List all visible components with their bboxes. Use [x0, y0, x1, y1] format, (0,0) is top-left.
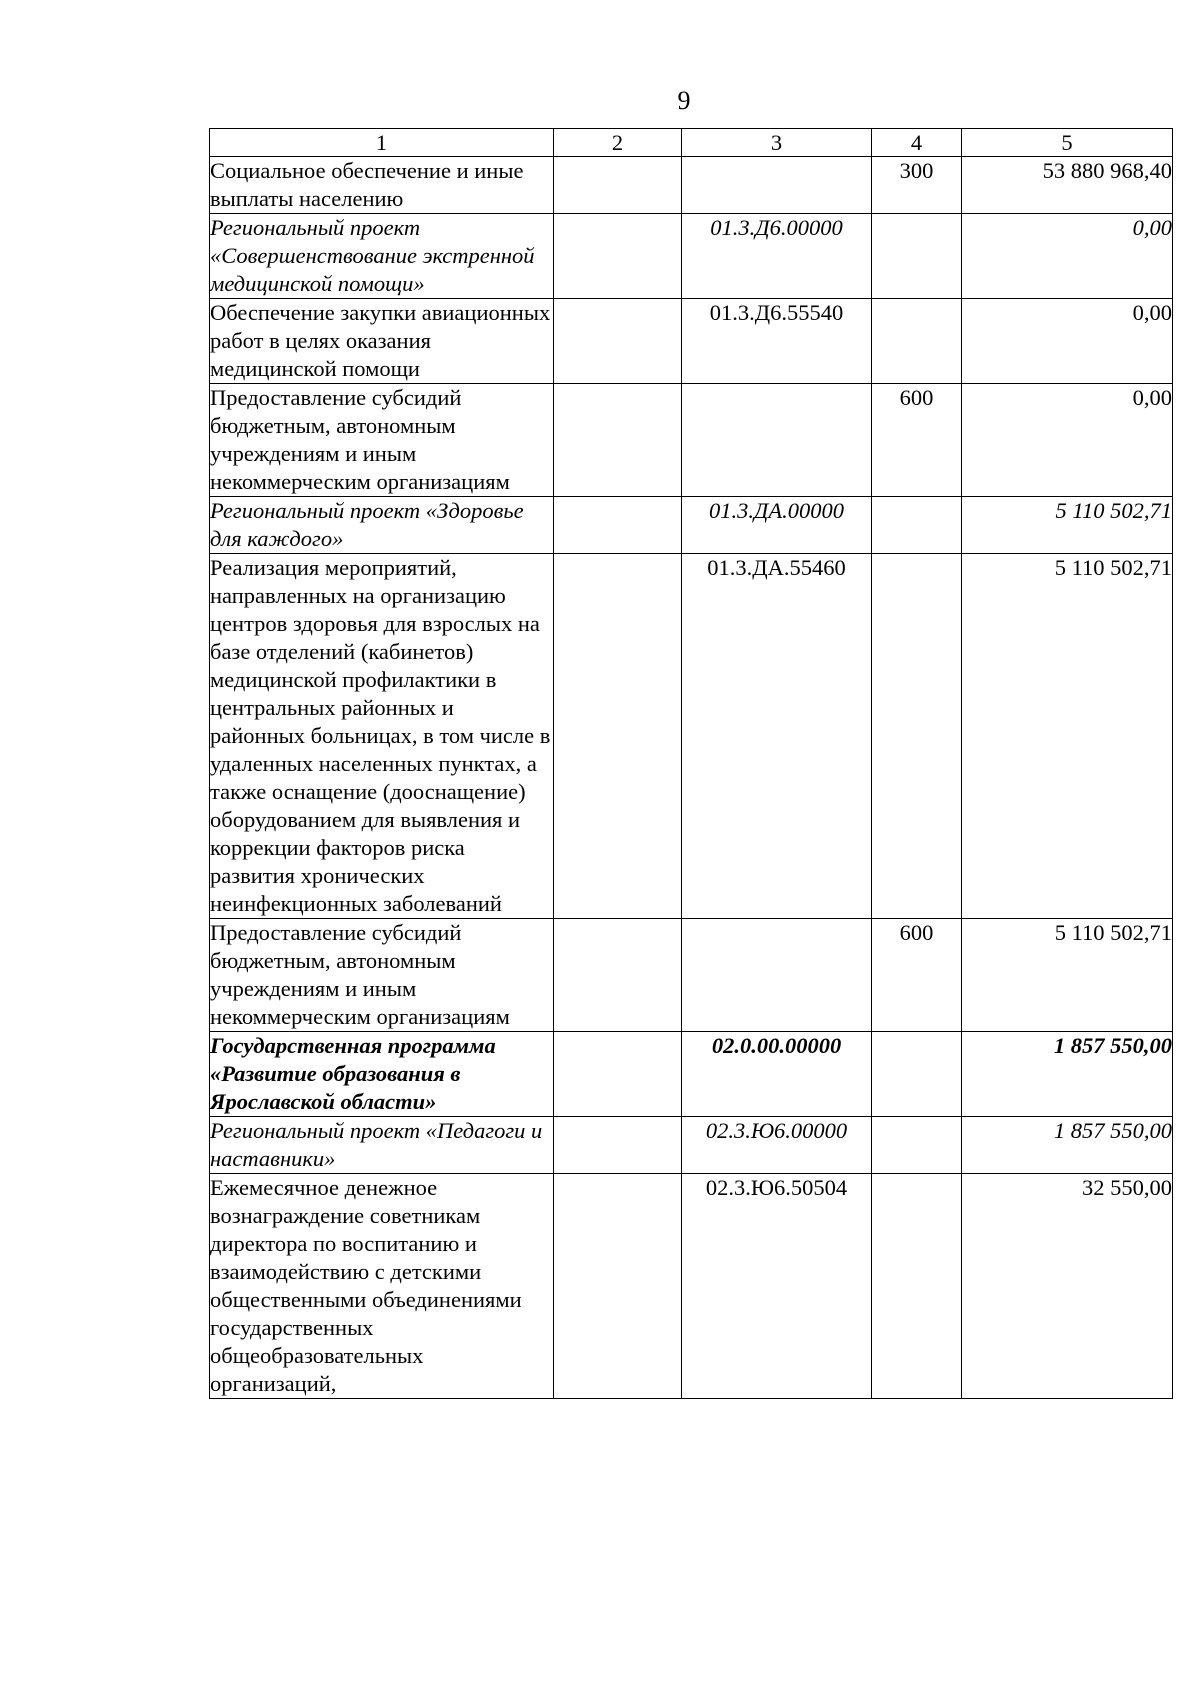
row-col2	[554, 1117, 682, 1174]
table-row	[210, 214, 1173, 299]
row-code: 01.3.ДА.55460	[682, 554, 872, 919]
row-csr	[872, 1174, 962, 1399]
row-sum: 5 110 502,71	[962, 554, 1173, 919]
row-name: Региональный проект «Здоровье для каждого»	[210, 497, 554, 554]
row-csr: 600	[872, 919, 962, 1032]
row-name: Государственная программа «Развитие образования в Ярославской области»	[210, 1032, 554, 1117]
row-col2	[554, 157, 682, 214]
table-row	[210, 554, 1173, 919]
header-cell: 1	[210, 129, 554, 157]
table-header-row	[210, 129, 1173, 157]
table-row	[210, 1174, 1173, 1399]
row-csr	[872, 299, 962, 384]
table-row	[210, 157, 1173, 214]
row-name: Предоставление субсидий бюджетным, автономным учреждениям и иным некоммерческим организациям	[210, 384, 554, 497]
row-col2	[554, 919, 682, 1032]
row-csr	[872, 497, 962, 554]
row-name: Реализация мероприятий, направленных на организацию центров здоровья для взрослых на базе отделений (кабинетов) медицинской профилактики в центральных районных и районных больницах, в том числе в удаленных населенных пунктах, а также оснащение (дооснащение) оборудованием для выявления и коррекции факторов риска развития хронических неинфекционных заболеваний	[210, 554, 554, 919]
row-col2	[554, 554, 682, 919]
row-col2	[554, 384, 682, 497]
row-sum: 0,00	[962, 299, 1173, 384]
table-row	[210, 919, 1173, 1032]
row-name: Региональный проект «Совершенствование экстренной медицинской помощи»	[210, 214, 554, 299]
row-code	[682, 157, 872, 214]
row-code	[682, 384, 872, 497]
row-sum: 1 857 550,00	[962, 1032, 1173, 1117]
row-csr	[872, 214, 962, 299]
row-code: 01.3.Д6.55540	[682, 299, 872, 384]
row-code: 01.3.Д6.00000	[682, 214, 872, 299]
row-code: 02.3.Ю6.50504	[682, 1174, 872, 1399]
header-cell: 4	[872, 129, 962, 157]
table-row	[210, 497, 1173, 554]
row-name: Социальное обеспечение и иные выплаты населению	[210, 157, 554, 214]
row-col2	[554, 299, 682, 384]
header-cell: 3	[682, 129, 872, 157]
row-sum: 53 880 968,40	[962, 157, 1173, 214]
page-number: 9	[677, 86, 691, 115]
table-row	[210, 1117, 1173, 1174]
row-sum: 5 110 502,71	[962, 497, 1173, 554]
row-col2	[554, 1032, 682, 1117]
row-csr	[872, 1117, 962, 1174]
row-csr	[872, 554, 962, 919]
row-name: Предоставление субсидий бюджетным, автономным учреждениям и иным некоммерческим организациям	[210, 919, 554, 1032]
row-code: 02.3.Ю6.00000	[682, 1117, 872, 1174]
row-sum: 32 550,00	[962, 1174, 1173, 1399]
header-cell: 5	[962, 129, 1173, 157]
row-name: Региональный проект «Педагоги и наставники»	[210, 1117, 554, 1174]
row-col2	[554, 497, 682, 554]
row-csr: 600	[872, 384, 962, 497]
row-col2	[554, 1174, 682, 1399]
table-row	[210, 1032, 1173, 1117]
row-code	[682, 919, 872, 1032]
row-code: 02.0.00.00000	[682, 1032, 872, 1117]
budget-table	[209, 128, 1173, 1399]
header-cell: 2	[554, 129, 682, 157]
row-csr: 300	[872, 157, 962, 214]
row-name: Ежемесячное денежное вознаграждение советникам директора по воспитанию и взаимодействию с детскими общественными объединениями государственных общеобразовательных организаций,	[210, 1174, 554, 1399]
row-col2	[554, 214, 682, 299]
row-sum: 0,00	[962, 384, 1173, 497]
row-code: 01.3.ДА.00000	[682, 497, 872, 554]
row-sum: 0,00	[962, 214, 1173, 299]
row-csr	[872, 1032, 962, 1117]
row-name: Обеспечение закупки авиационных работ в целях оказания медицинской помощи	[210, 299, 554, 384]
row-sum: 1 857 550,00	[962, 1117, 1173, 1174]
table-row	[210, 299, 1173, 384]
row-sum: 5 110 502,71	[962, 919, 1173, 1032]
table-row	[210, 384, 1173, 497]
